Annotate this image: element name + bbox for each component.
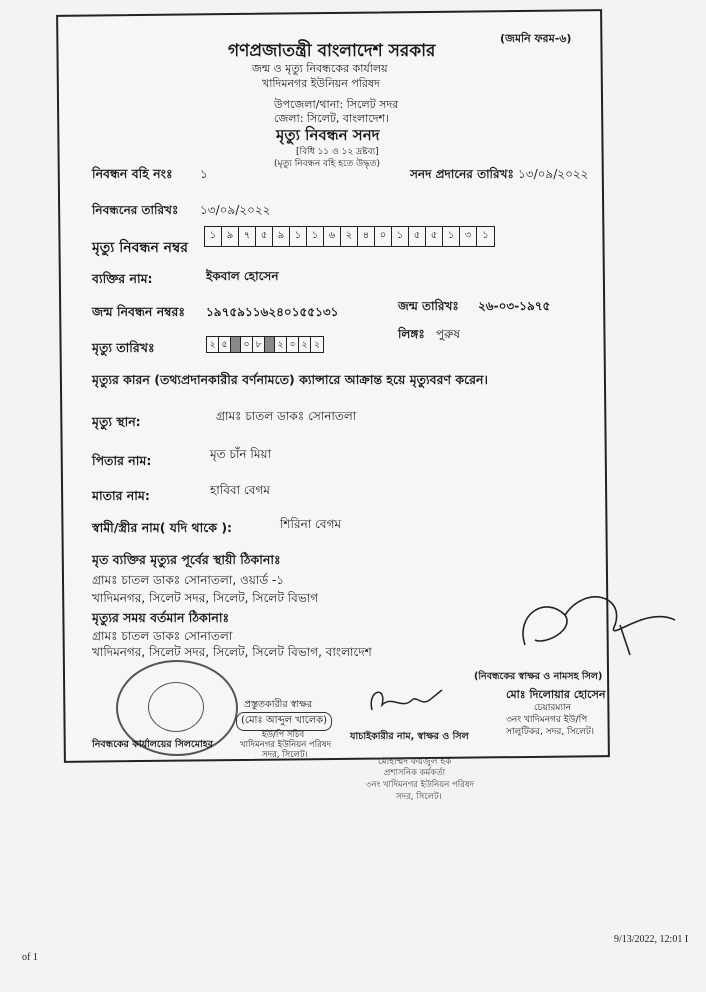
cur-addr-line-1: গ্রামঃ চাতল ডাকঃ সোনাতলা [92, 629, 233, 643]
registrar-title: চেয়ারম্যান [534, 703, 571, 713]
death-date-digit: ৫ [219, 337, 231, 352]
verifier-label: যাচাইকারীর নাম, স্বাক্ষর ও সিল [350, 731, 469, 742]
source-note: (মৃত্যু নিবন্ধন বহি হতে উদ্ধৃত) [274, 159, 381, 169]
death-cause: মৃত্যুর কারন (তথ্যপ্রদানকারীর বর্ণনামতে) ক্যান্সারে আক্রান্ত হয়ে মৃত্যুবরণ করেন। [92, 372, 488, 387]
registrar-signature [505, 585, 695, 675]
perm-addr-label: মৃত ব্যক্তির মৃত্যুর পূর্বের স্থায়ী ঠিকানাঃ [92, 552, 281, 567]
reg-no-digit: ১ [443, 227, 460, 246]
stamp-designation: প্রশাসনিক কর্মকর্তা [384, 768, 446, 778]
reg-no-digit: ৪ [358, 227, 375, 246]
preparer-label: প্রস্তুতকারীর স্বাক্ষর [244, 699, 313, 710]
reg-no-digit: ২ [341, 227, 358, 246]
office-seal-label: নিবন্ধকের কার্যালয়ের সিলমোহর [92, 739, 213, 750]
form-tag: (জমনি ফরম-৬) [500, 32, 572, 45]
reg-no-digit: ৫ [409, 227, 426, 246]
certificate-title: মৃত্যু নিবন্ধন সনদ [276, 126, 380, 144]
issue-date-value: ১৩/০৯/২০২২ [518, 167, 589, 181]
rule-ref: [বিধি ১১ ও ১২ দ্রষ্টব্য] [296, 147, 379, 157]
reg-no-digit: ১ [307, 227, 324, 246]
gov-title: গণপ্রজাতন্ত্রী বাংলাদেশ সরকার [228, 41, 436, 61]
death-date-digit: ২ [275, 337, 287, 352]
name-label: ব্যক্তির নাম: [92, 271, 153, 286]
dob-value: ২৬-০৩-১৯৭৫ [478, 299, 551, 313]
date-separator [265, 337, 275, 352]
birth-reg-value: ১৯৭৫৯১১৬২৪০১৫৫১৩১ [206, 305, 339, 319]
death-date-digit: ০ [287, 337, 299, 352]
book-no-label: নিবন্ধন বহি নংঃ [92, 166, 173, 181]
registrar-union: ৩নং খাদিমনগর ইউ/পি [506, 715, 588, 725]
reg-no-boxes [204, 226, 495, 247]
registrar-place: সালুটিকর, সদর, সিলেট। [506, 727, 595, 737]
union-name: খাদিমনগর ইউনিয়ন পরিষদ [262, 77, 380, 90]
preparer-place: সদর, সিলেট। [262, 750, 308, 760]
spouse-value: শিরিনা বেগম [280, 517, 342, 531]
reg-no-label: মৃত্যু নিবন্ধন নম্বর [92, 240, 188, 256]
mother-value: হাবিবা বেগম [210, 483, 270, 497]
registrar-name: মোঃ দিলোয়ার হোসেন [506, 688, 606, 701]
sex-label: লিঙ্গঃ [398, 327, 425, 341]
preparer-title: ইউ/পি সচিব [262, 730, 305, 740]
death-place-label: মৃত্যু স্থান: [92, 414, 141, 429]
preparer-union: খাদিমনগর ইউনিয়ন পরিষদ [240, 740, 332, 750]
page-count: of 1 [22, 952, 38, 963]
cur-addr-line-2: খাদিমনগর, সিলেট সদর, সিলেট, সিলেট বিভাগ, বাংলাদেশ [92, 645, 372, 659]
reg-no-digit: ৩ [460, 227, 477, 246]
reg-no-digit: ৯ [273, 227, 290, 246]
death-date-digit: ২ [299, 337, 311, 352]
office-name: জন্ম ও মৃত্যু নিবন্ধকের কার্যালয় [252, 62, 388, 75]
birth-reg-label: জন্ম নিবন্ধন নম্বরঃ [92, 304, 186, 319]
sex-value: পুরুষ [436, 327, 460, 341]
registrar-sig-label: (নিবন্ধকের স্বাক্ষর ও নামসহ সিল) [474, 671, 603, 682]
reg-no-digit: ৫ [426, 227, 443, 246]
district-text: জেলা: সিলেট, বাংলাদেশ। [274, 112, 389, 125]
mother-label: মাতার নাম: [92, 488, 150, 503]
dob-label: জন্ম তারিখঃ [398, 299, 459, 313]
book-no-value: ১ [200, 167, 208, 181]
death-date-digit: ২ [207, 337, 219, 352]
spouse-label: স্বামী/স্ত্রীর নাম( যদি থাকে ): [92, 520, 233, 535]
date-separator [231, 337, 241, 352]
reg-no-digit: ১ [392, 227, 409, 246]
perm-addr-line-2: খাদিমনগর, সিলেট সদর, সিলেট, সিলেট বিভাগ [92, 591, 319, 605]
preparer-name: (মোঃ আব্দুল খালেক) [236, 712, 332, 731]
stamp-name: মোহাম্মদ ফয়জুল হক [378, 757, 452, 767]
reg-no-digit: ৬ [324, 227, 341, 246]
perm-addr-line-1: গ্রামঃ চাতল ডাকঃ সোনাতলা, ওয়ার্ড -১ [92, 573, 285, 587]
stamp-place: সদর, সিলেট। [396, 792, 442, 802]
death-date-digit: ২ [314, 340, 320, 350]
reg-no-digit: ১ [205, 227, 222, 246]
upazila-text: উপজেলা/থানা: সিলেট সদর [274, 98, 399, 111]
reg-no-digit: ৫ [256, 227, 273, 246]
cur-addr-label: মৃত্যুর সময় বর্তমান ঠিকানাঃ [92, 610, 230, 625]
father-label: পিতার নাম: [92, 453, 152, 468]
death-date-digit: ৮ [253, 337, 265, 352]
father-value: মৃত চাঁন মিয়া [210, 447, 272, 461]
reg-no-digit: ৭ [239, 227, 256, 246]
reg-date-label: নিবন্ধনের তারিখঃ [92, 203, 179, 217]
issue-date-label: সনদ প্রদানের তারিখঃ [410, 167, 514, 181]
name-value: ইকবাল হোসেন [206, 269, 279, 283]
reg-no-digit: ১ [290, 227, 307, 246]
print-timestamp: 9/13/2022, 12:01 I [614, 934, 689, 945]
reg-no-digit: ১ [482, 230, 489, 241]
death-date-digit: ০ [241, 337, 253, 352]
death-date-boxes [206, 336, 324, 353]
seal-emblem [148, 682, 204, 732]
death-date-label: মৃত্যু তারিখঃ [92, 340, 155, 355]
reg-no-digit: ০ [375, 227, 392, 246]
stamp-union: ৩নং খাদিমনগর ইউনিয়ন পরিষদ [366, 780, 475, 790]
reg-no-digit: ৯ [222, 227, 239, 246]
reg-date-value: ১৩/০৯/২০২২ [200, 203, 271, 217]
death-place-value: গ্রামঃ চাতল ডাকঃ সোনাতলা [216, 409, 357, 423]
verifier-signature [362, 680, 452, 720]
